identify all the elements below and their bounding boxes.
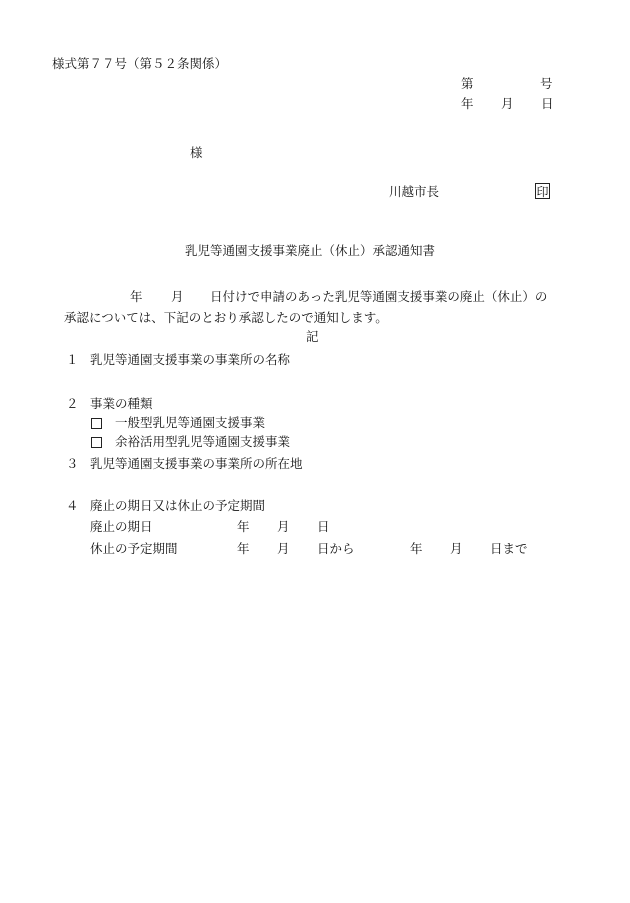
abolish-year: 年 [237,519,250,534]
item2-number: ２ [66,396,79,411]
item1-label: 乳児等通園支援事業の事業所の名称 [90,352,291,367]
item4-label: 廃止の期日又は休止の予定期間 [90,498,266,513]
checkbox-general[interactable] [91,418,102,429]
doc-number-prefix: 第 [461,76,474,91]
date-month: 月 [501,96,514,111]
suspend-from-month: 月 [277,541,290,556]
abolish-date-label: 廃止の期日 [90,519,153,534]
issuer-title: 川越市長 [389,184,440,199]
suspend-period-label: 休止の予定期間 [90,541,178,556]
item3-label: 乳児等通園支援事業の事業所の所在地 [90,456,303,471]
form-number: 様式第７７号（第５２条関係） [52,56,228,71]
ki-heading: 記 [306,329,319,344]
document-title: 乳児等通園支援事業廃止（休止）承認通知書 [185,243,436,258]
item1-number: １ [66,352,79,367]
date-year: 年 [461,96,474,111]
seal-mark: 印 [536,185,549,199]
abolish-month: 月 [277,519,290,534]
suspend-until-day: 日まで [490,541,528,556]
doc-number-suffix: 号 [540,76,553,91]
suspend-from-day: 日から [317,541,355,556]
item3-number: ３ [66,456,79,471]
suspend-from-year: 年 [237,541,250,556]
body-month: 月 [171,289,184,304]
checkbox-surplus[interactable] [91,437,102,448]
suspend-until-month: 月 [450,541,463,556]
body-line2: 承認については、下記のとおり承認したので通知します。 [64,310,388,325]
suspend-until-year: 年 [410,541,423,556]
abolish-day: 日 [317,519,330,534]
body-line1: 日付けで申請のあった乳児等通園支援事業の廃止（休止）の [210,289,548,304]
addressee-suffix: 様 [190,145,203,160]
item4-number: ４ [66,498,79,513]
date-day: 日 [541,96,554,111]
item2-label: 事業の種類 [90,396,153,411]
body-year: 年 [130,289,143,304]
option-surplus: 余裕活用型乳児等通園支援事業 [115,434,291,449]
option-general: 一般型乳児等通園支援事業 [115,415,266,430]
